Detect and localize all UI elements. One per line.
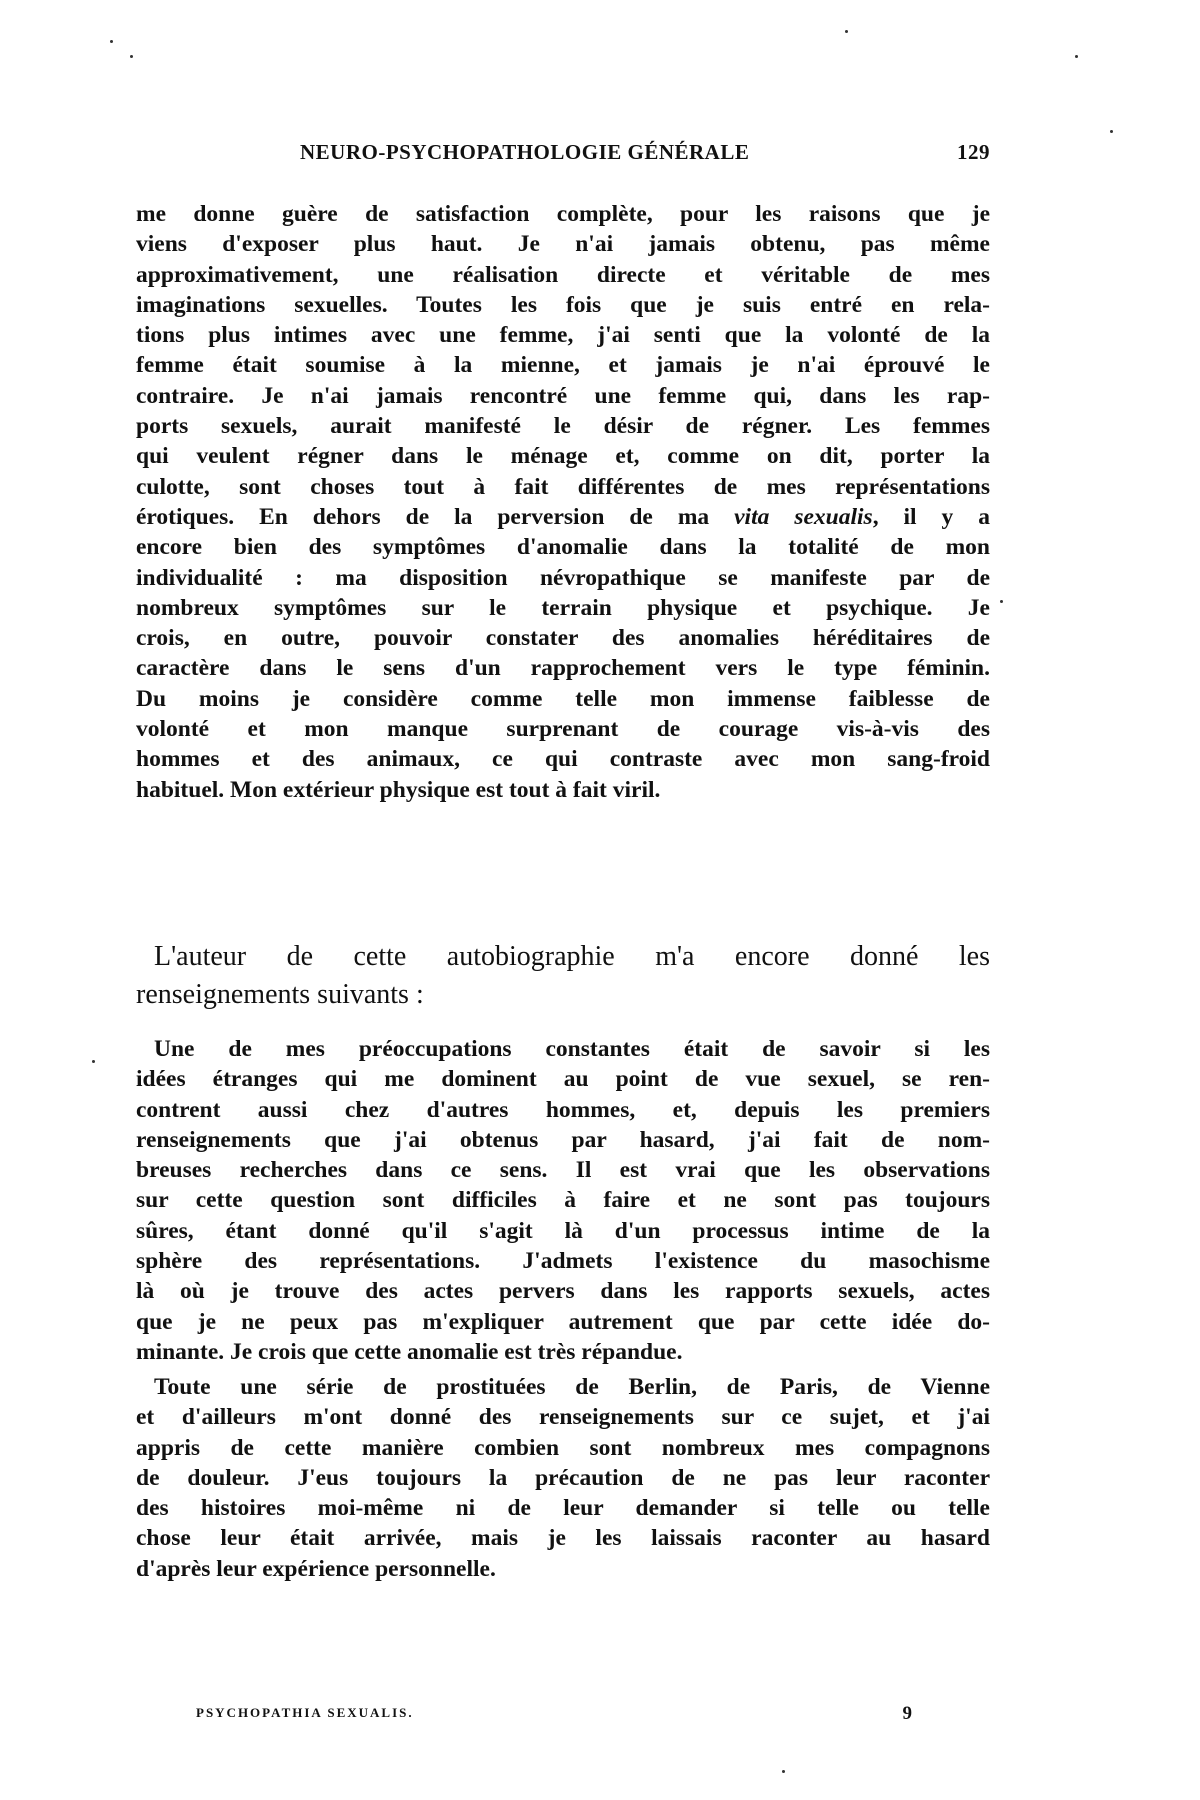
text-line: renseignements que j'ai obtenus par hasard, j'ai fait de nom- [136, 1126, 990, 1153]
page-number: 129 [957, 140, 990, 164]
running-head-title: NEURO-PSYCHOPATHOLOGIE GÉNÉRALE [300, 140, 750, 164]
text-line: hommes et des animaux, ce qui contraste avec mon sang-froid [136, 746, 990, 773]
text-line: crois, en outre, pouvoir constater des anomalies héréditaires de [136, 625, 990, 652]
text-line: et d'ailleurs m'ont donné des renseignements sur ce sujet, et j'ai [136, 1404, 990, 1431]
text-line: Du moins je considère comme telle mon immense faiblesse de [136, 685, 990, 712]
paragraph-1 [136, 199, 990, 805]
text-line: des histoires moi-même ni de leur demander si telle ou telle [136, 1495, 990, 1522]
text-line: encore bien des symptômes d'anomalie dans la totalité de mon [136, 534, 990, 561]
signature-mark: PSYCHOPATHIA SEXUALIS. [196, 1705, 414, 1720]
running-head [300, 140, 990, 170]
text-line-with-italic [136, 502, 990, 532]
scan-speck [1075, 55, 1078, 58]
scan-speck [92, 1060, 95, 1063]
text-line: me donne guère de satisfaction complète, pour les raisons que je [136, 201, 990, 227]
text-line: approximativement, une réalisation directe et véritable de mes [136, 261, 990, 288]
text-line: volonté et mon manque surprenant de courage vis-à-vis des [136, 716, 990, 743]
intro-paragraph [136, 938, 990, 1014]
text-line: contraire. Je n'ai jamais rencontré une femme qui, dans les rap- [136, 382, 990, 409]
text-line: individualité : ma disposition névropathique se manifeste par de [136, 564, 990, 591]
text-line: sur cette question sont difficiles à faire et ne sont pas toujours [136, 1187, 990, 1214]
text-line: sphère des représentations. J'admets l'existence du masochisme [136, 1248, 990, 1275]
text-line: renseignements suivants : [136, 979, 424, 1010]
text-line: viens d'exposer plus haut. Je n'ai jamais obtenu, pas même [136, 231, 990, 258]
text-line: appris de cette manière combien sont nombreux mes compagnons [136, 1434, 990, 1461]
paragraph-2 [136, 1034, 990, 1367]
page-footer [196, 1703, 912, 1729]
paragraph-3 [136, 1372, 990, 1584]
text-line: là où je trouve des actes pervers dans les rapports sexuels, actes [136, 1278, 990, 1305]
text-line: ports sexuels, aurait manifesté le désir de régner. Les femmes [136, 413, 990, 440]
sheet-number: 9 [902, 1703, 912, 1724]
text-line: breuses recherches dans ce sens. Il est vrai que les observations [136, 1157, 990, 1184]
text-line: sûres, étant donné qu'il s'agit là d'un processus intime de la [136, 1217, 990, 1244]
text-line: contrent aussi chez d'autres hommes, et, depuis les premiers [136, 1096, 990, 1123]
text-line: nombreux symptômes sur le terrain physique et psychique. Je [136, 594, 990, 621]
text-segment: érotiques. En dehors de la perversion de ma [136, 503, 710, 530]
text-line: d'après leur expérience personnelle. [136, 1555, 496, 1582]
text-line: chose leur était arrivée, mais je les laissais raconter au hasard [136, 1525, 990, 1552]
text-line: que je ne peux pas m'expliquer autrement que par cette idée do- [136, 1308, 990, 1335]
text-line: Une de mes préoccupations constantes était de savoir si les [154, 1036, 990, 1062]
scan-speck [130, 55, 133, 58]
scan-speck [1110, 130, 1113, 133]
text-line: tions plus intimes avec une femme, j'ai senti que la volonté de la [136, 322, 990, 349]
italic-term: vita sexualis [734, 503, 873, 530]
text-line: qui veulent régner dans le ménage et, comme on dit, porter la [136, 443, 990, 470]
text-segment: , il y a [872, 503, 990, 530]
scan-speck [1000, 600, 1003, 603]
text-line: idées étranges qui me dominent au point de vue sexuel, se ren- [136, 1066, 990, 1093]
text-line: habituel. Mon extérieur physique est tout à fait viril. [136, 776, 661, 803]
text-line: caractère dans le sens d'un rapprochement vers le type féminin. [136, 655, 990, 682]
scan-speck [110, 40, 113, 43]
text-line: L'auteur de cette autobiographie m'a encore donné les [154, 941, 990, 972]
text-line: femme était soumise à la mienne, et jamais je n'ai éprouvé le [136, 352, 990, 379]
text-line: culotte, sont choses tout à fait différentes de mes représentations [136, 473, 990, 500]
text-line: de douleur. J'eus toujours la précaution de ne pas leur raconter [136, 1464, 990, 1491]
text-line: Toute une série de prostituées de Berlin, de Paris, de Vienne [154, 1374, 990, 1400]
scan-speck [782, 1770, 785, 1773]
scan-speck [845, 30, 848, 33]
text-line: imaginations sexuelles. Toutes les fois que je suis entré en rela- [136, 291, 990, 318]
text-line: minante. Je crois que cette anomalie est très répandue. [136, 1338, 683, 1365]
